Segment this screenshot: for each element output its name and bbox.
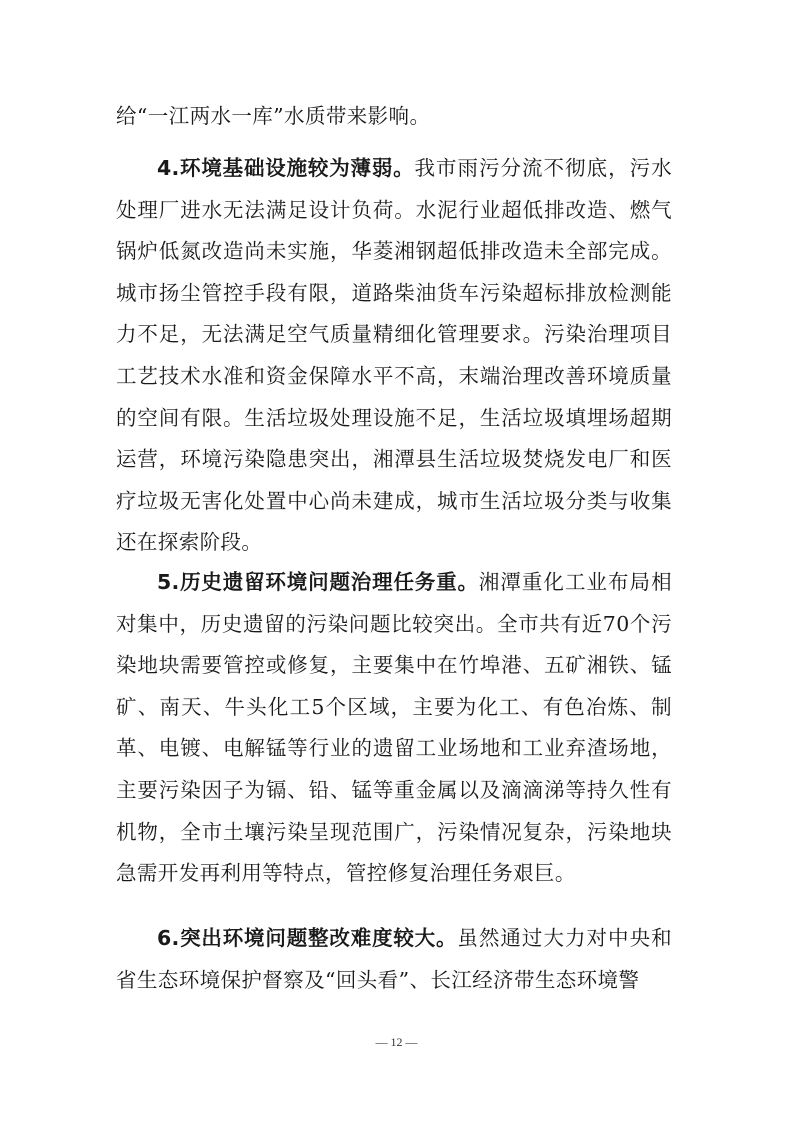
section-heading: 4.环境基础设施较为薄弱。 — [157, 156, 415, 180]
page-number: — 12 — — [375, 1035, 418, 1049]
section-heading: 6.突出环境问题整改难度较大。 — [157, 926, 458, 950]
paragraph-section-4 — [116, 148, 672, 564]
paragraph-text: 虽然通过大力对中央和省生态环境保护督察及“回头看”、长江经济带生态环境警 — [116, 926, 672, 992]
section-heading: 5.历史遗留环境问题治理任务重。 — [157, 570, 479, 594]
paragraph-section-5 — [116, 562, 672, 895]
paragraph-text: 给“一江两水一库”水质带来影响。 — [116, 104, 431, 128]
paragraph-text: 我市雨污分流不彻底，污水处理厂进水无法满足设计负荷。水泥行业超低排改造、燃气锅炉低氮改造尚未实施，华菱湘钢超低排改造未全部完成。城市扬尘管控手段有限，道路柴油货车污染超标排放检测能力不足，无法满足空气质量精细化管理要求。污染治理项目工艺技术水准和资金保障水平不高，末端治理改善环境质量的空间有限。生活垃圾处理设施不足，生活垃圾填埋场超期运营，环境污染隐患突出，湘潭县生活垃圾焚烧发电厂和医疗垃圾无害化处置中心尚未建成，城市生活垃圾分类与收集还在探索阶段。 — [116, 156, 672, 555]
paragraph-continuation — [116, 96, 672, 138]
paragraph-text: 湘潭重化工业布局相对集中，历史遗留的污染问题比较突出。全市共有近70个污染地块需要管控或修复，主要集中在竹埠港、五矿湘铁、锰矿、南天、牛头化工5个区域，主要为化工、有色冶炼、制革、电镀、电解锰等行业的遗留工业场地和工业弃渣场地，主要污染因子为镉、铅、锰等重金属以及滴滴涕等持久性有机物，全市土壤污染呈现范围广，污染情况复杂，污染地块急需开发再利用等特点，管控修复治理任务艰巨。 — [116, 570, 672, 886]
paragraph-section-6 — [116, 918, 672, 1001]
